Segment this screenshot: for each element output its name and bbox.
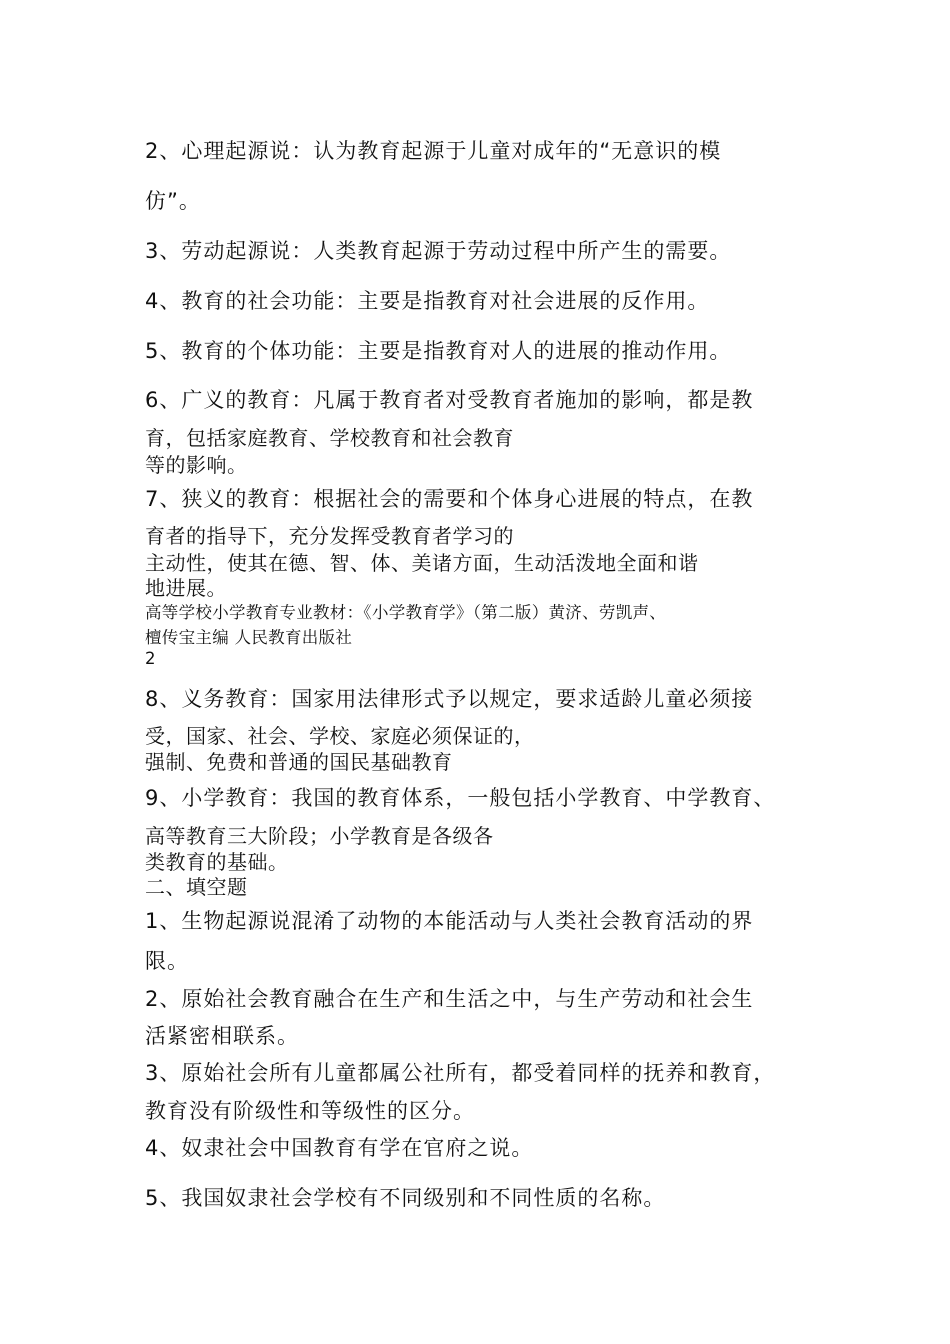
section-heading: 二、填空题 (145, 875, 248, 899)
footnote-line: 檀传宝主编 人民教育出版社 (145, 628, 353, 647)
text-line: 2、心理起源说：认为教育起源于儿童对成年的“无意识的模 (145, 139, 722, 163)
text-line: 限。 (145, 949, 189, 973)
text-line: 2、原始社会教育融合在生产和生活之中，与生产劳动和社会生 (145, 987, 754, 1011)
text-line: 9、小学教育：我国的教育体系，一般包括小学教育、中学教育、 (145, 786, 776, 810)
text-line: 育者的指导下，充分发挥受教育者学习的 (145, 524, 514, 548)
text-line: 8、义务教育：国家用法律形式予以规定，要求适龄儿童必须接 (145, 687, 754, 711)
text-line: 主动性，使其在德、智、体、美诸方面，生动活泼地全面和谐 (145, 551, 699, 575)
page-number: 2 (145, 649, 156, 668)
text-line: 3、劳动起源说：人类教育起源于劳动过程中所产生的需要。 (145, 239, 732, 263)
text-line: 教育没有阶级性和等级性的区分。 (145, 1099, 475, 1123)
text-line: 4、奴隶社会中国教育有学在官府之说。 (145, 1136, 534, 1160)
text-line: 高等教育三大阶段；小学教育是各级各 (145, 824, 494, 848)
text-line: 5、教育的个体功能：主要是指教育对人的进展的推动作用。 (145, 339, 732, 363)
text-line: 类教育的基础。 (145, 850, 289, 874)
text-line: 受，国家、社会、学校、家庭必须保证的， (145, 724, 535, 748)
text-line: 1、生物起源说混淆了动物的本能活动与人类社会教育活动的界 (145, 909, 754, 933)
text-line: 5、我国奴隶社会学校有不同级别和不同性质的名称。 (145, 1186, 666, 1210)
text-line: 强制、免费和普通的国民基础教育 (145, 750, 453, 774)
text-line: 等的影响。 (145, 453, 248, 477)
text-line: 6、广义的教育：凡属于教育者对受教育者施加的影响，都是教 (145, 388, 754, 412)
text-line: 育，包括家庭教育、学校教育和社会教育 (145, 426, 514, 450)
footnote-line: 高等学校小学教育专业教材：《小学教育学》（第二版）黄济、劳凯声、 (145, 603, 667, 622)
text-line: 4、教育的社会功能：主要是指教育对社会进展的反作用。 (145, 289, 710, 313)
text-line: 地进展。 (145, 576, 227, 600)
text-line: 7、狭义的教育：根据社会的需要和个体身心进展的特点，在教 (145, 487, 754, 511)
text-line: 仿”。 (145, 189, 201, 213)
text-line: 活紧密相联系。 (145, 1024, 299, 1048)
text-line: 3、原始社会所有儿童都属公社所有，都受着同样的抚养和教育， (145, 1061, 776, 1085)
